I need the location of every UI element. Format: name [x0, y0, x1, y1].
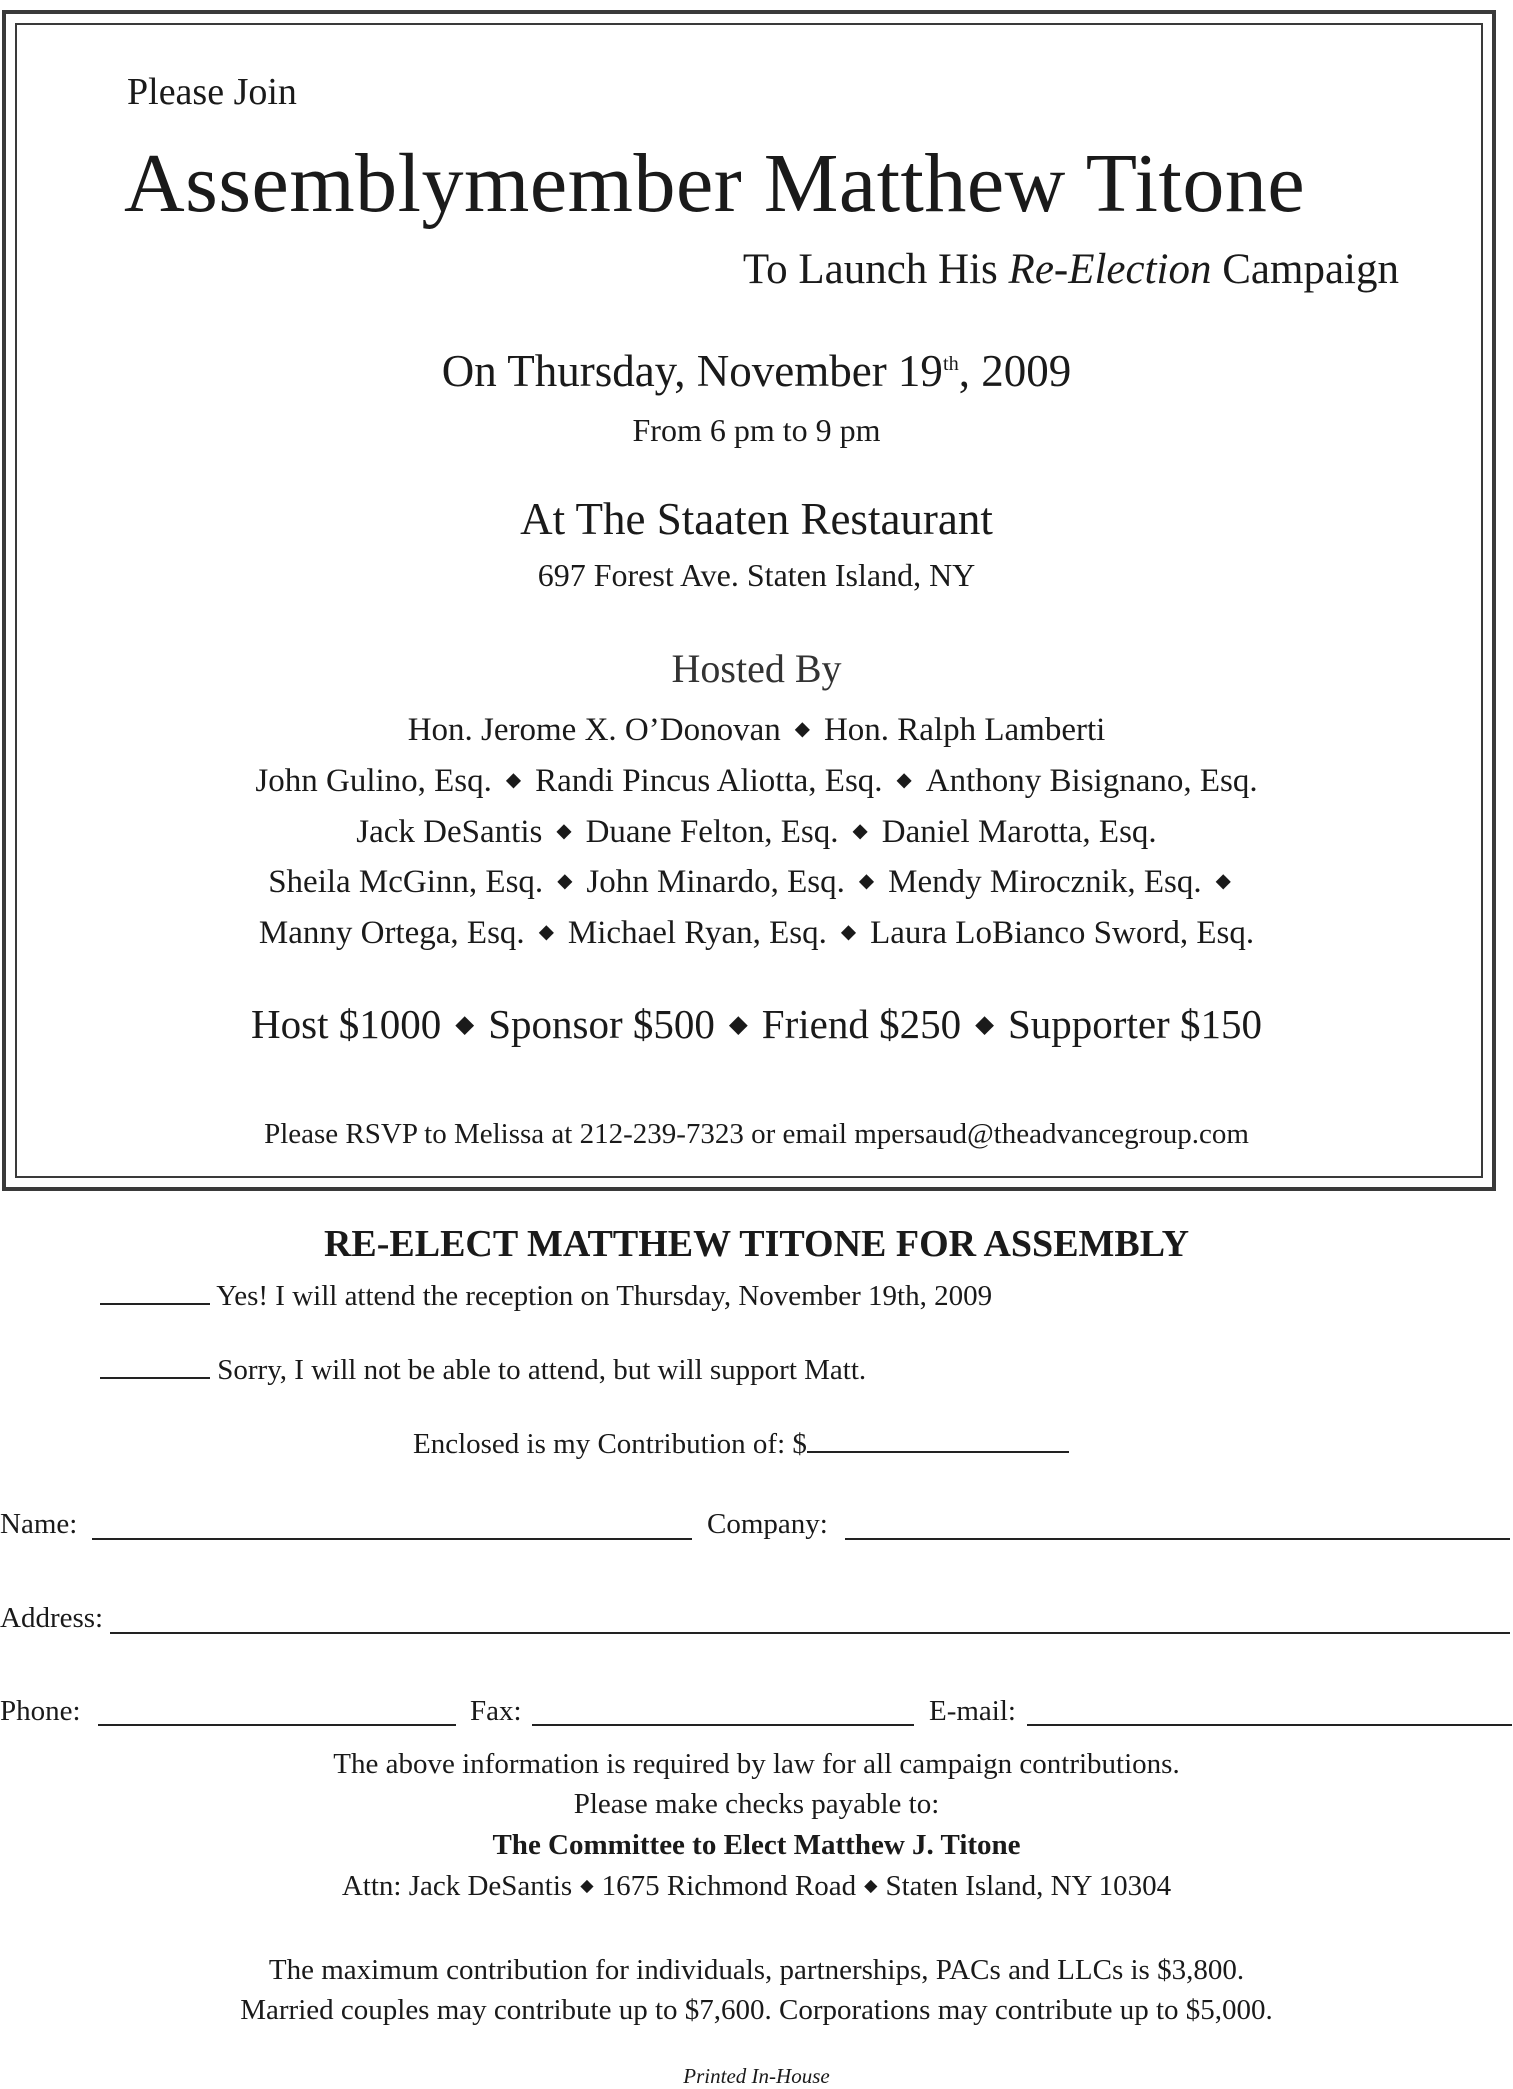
- diamond-icon: ◆: [840, 921, 857, 944]
- no-row: [100, 1354, 866, 1387]
- level-supporter: Supporter $150: [1008, 1001, 1262, 1047]
- diamond-icon: ◆: [580, 1874, 594, 1895]
- host-name: Jack DeSantis: [356, 814, 543, 850]
- diamond-icon: ◆: [864, 1874, 878, 1895]
- company-label: Company:: [707, 1508, 828, 1540]
- level-host: Host $1000: [251, 1001, 442, 1047]
- email-field[interactable]: [1027, 1724, 1512, 1726]
- host-name: John Minardo, Esq.: [586, 864, 845, 900]
- diamond-icon: ◆: [455, 1010, 475, 1038]
- fax-label: Fax:: [470, 1695, 522, 1727]
- host-name: Michael Ryan, Esq.: [567, 915, 827, 951]
- hosts-row: [0, 864, 1513, 901]
- email-label: E-mail:: [929, 1695, 1016, 1727]
- diamond-icon: ◆: [794, 718, 810, 741]
- phone-label: Phone:: [0, 1695, 81, 1727]
- couples-contribution-text: Married couples may contribute up to $7,600. Corporations may contribute up to $5,000.: [240, 1994, 1273, 2026]
- host-name: Mendy Mirocznik, Esq.: [888, 864, 1202, 900]
- level-friend: Friend $250: [761, 1001, 962, 1047]
- yes-row: [100, 1280, 992, 1313]
- date-suffix: th: [942, 353, 959, 375]
- printed-in-house: Printed In-House: [683, 2064, 830, 2088]
- subheadline-part: Campaign: [1211, 246, 1399, 293]
- host-name: Hon. Jerome X. O’Donovan: [407, 712, 781, 748]
- no-label: Sorry, I will not be able to attend, but will support Matt.: [217, 1354, 867, 1386]
- fax-field[interactable]: [532, 1724, 914, 1726]
- diamond-icon: ◆: [538, 921, 554, 944]
- diamond-icon: ◆: [852, 820, 868, 843]
- host-name: Duane Felton, Esq.: [585, 814, 839, 850]
- sponsorship-levels: [0, 1000, 1513, 1048]
- subheadline-part: To Launch His: [742, 246, 1009, 293]
- event-date: [0, 345, 1513, 397]
- diamond-icon: ◆: [505, 769, 522, 792]
- event-venue: At The Staaten Restaurant: [520, 494, 993, 544]
- diamond-icon: ◆: [896, 769, 912, 792]
- please-join-text: Please Join: [127, 71, 297, 113]
- address-label: Address:: [0, 1602, 104, 1634]
- date-text: On Thursday, November 19: [441, 346, 943, 396]
- address-field[interactable]: [110, 1632, 1510, 1634]
- subheadline: [743, 245, 1399, 294]
- host-name: Hon. Ralph Lamberti: [823, 712, 1106, 748]
- event-address: 697 Forest Ave. Staten Island, NY: [537, 557, 976, 593]
- host-name: Sheila McGinn, Esq.: [268, 864, 544, 900]
- hosts-row: [0, 763, 1513, 800]
- contribution-label: Enclosed is my Contribution of: $: [413, 1428, 807, 1460]
- hosted-by-heading: Hosted By: [671, 646, 842, 691]
- host-name: Laura LoBianco Sword, Esq.: [870, 915, 1255, 951]
- subheadline-italic: Re-Election: [1008, 246, 1212, 293]
- phone-field[interactable]: [98, 1724, 456, 1726]
- hosts-row: [0, 915, 1513, 952]
- diamond-icon: ◆: [858, 870, 875, 893]
- form-title: RE-ELECT MATTHEW TITONE FOR ASSEMBLY: [323, 1223, 1190, 1265]
- headline: Assemblymember Matthew Titone: [124, 137, 1306, 230]
- event-time: From 6 pm to 9 pm: [632, 412, 881, 448]
- diamond-icon: ◆: [728, 1010, 748, 1038]
- host-name: John Gulino, Esq.: [255, 763, 492, 799]
- diamond-icon: ◆: [1215, 870, 1231, 893]
- hosts-row: [0, 712, 1513, 749]
- company-field[interactable]: [845, 1538, 1510, 1540]
- level-sponsor: Sponsor $500: [488, 1001, 715, 1047]
- host-name: Randi Pincus Aliotta, Esq.: [535, 763, 883, 799]
- attn-street: 1675 Richmond Road: [601, 1870, 857, 1902]
- diamond-icon: ◆: [975, 1010, 994, 1038]
- payable-text: Please make checks payable to:: [573, 1788, 940, 1820]
- diamond-icon: ◆: [557, 870, 573, 893]
- legal-requirement-text: The above information is required by law for all campaign contributions.: [333, 1748, 1180, 1780]
- host-name: Manny Ortega, Esq.: [258, 915, 525, 951]
- yes-label: Yes! I will attend the reception on Thursday, November 19th, 2009: [216, 1280, 993, 1312]
- diamond-icon: ◆: [556, 820, 572, 843]
- payee-name: The Committee to Elect Matthew J. Titone: [492, 1829, 1021, 1861]
- max-contribution-text: The maximum contribution for individuals, partnerships, PACs and LLCs is $3,800.: [268, 1954, 1245, 1986]
- contribution-amount-line[interactable]: [807, 1451, 1069, 1453]
- yes-checkbox-line[interactable]: [100, 1303, 210, 1305]
- attn-line: [0, 1870, 1513, 1903]
- no-checkbox-line[interactable]: [100, 1377, 210, 1379]
- host-name: Daniel Marotta, Esq.: [881, 814, 1157, 850]
- attn-name: Attn: Jack DeSantis: [341, 1870, 573, 1902]
- rsvp-line: Please RSVP to Melissa at 212-239-7323 or email mpersaud@theadvancegroup.com: [264, 1118, 1249, 1150]
- name-label: Name:: [0, 1508, 78, 1540]
- name-field[interactable]: [92, 1538, 692, 1540]
- hosts-row: [0, 814, 1513, 851]
- attn-city: Staten Island, NY 10304: [885, 1870, 1172, 1902]
- date-year: , 2009: [958, 346, 1072, 396]
- host-name: Anthony Bisignano, Esq.: [925, 763, 1258, 799]
- contribution-row: [413, 1428, 1069, 1461]
